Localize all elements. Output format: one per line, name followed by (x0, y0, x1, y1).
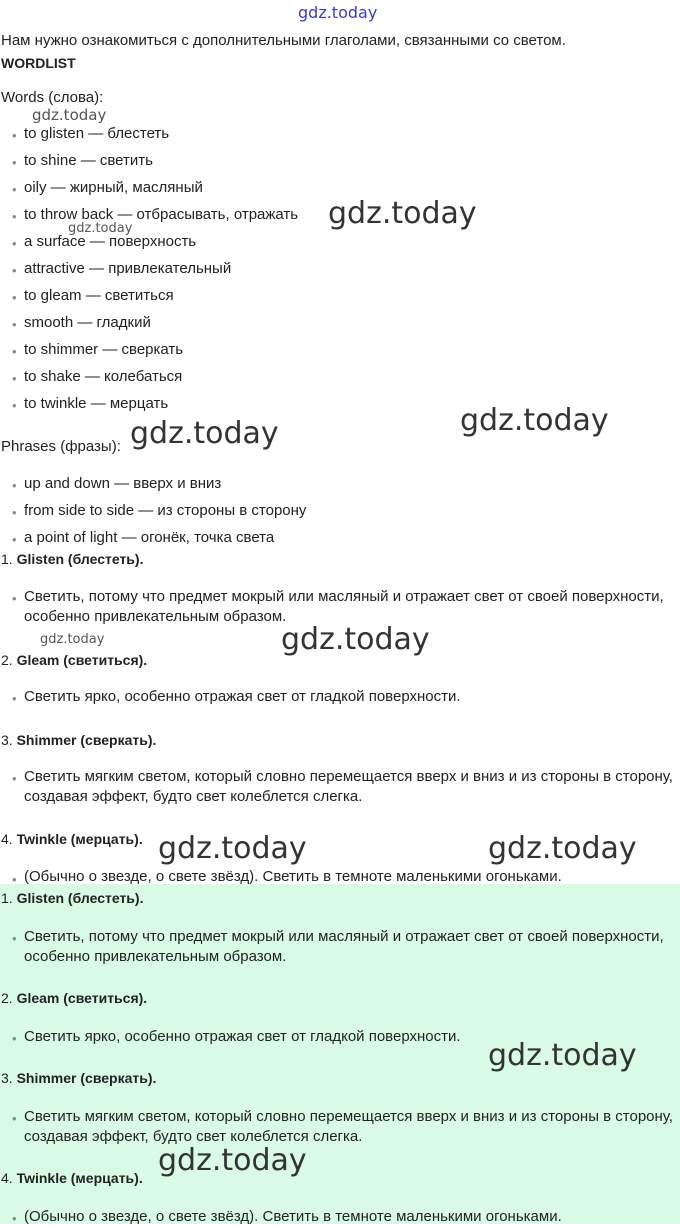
bullet-icon: • (12, 209, 17, 224)
section-text: Светить мягким светом, который словно перемещается вверх и вниз и из стороны в сторону, создавая эффект, будто свет колеблется слегка. (24, 768, 673, 805)
list-item: attractive — привлекательный (24, 260, 232, 277)
section-text: Светить, потому что предмет мокрый или масляный и отражает свет от своей поверхности, особенно привлекательным образом. (24, 928, 664, 965)
watermark: gdz.today (328, 196, 477, 231)
bullet-icon: • (12, 398, 17, 413)
list-item: up and down — вверх и вниз (24, 475, 222, 492)
bullet-icon: • (12, 344, 17, 359)
wordlist-title: WORDLIST (1, 55, 76, 71)
section-text: (Обычно о звезде, о свете звёзд). Светить в темноте маленькими огоньками. (24, 1208, 562, 1225)
section-heading: 4. Twinkle (мерцать). (1, 831, 143, 847)
section-heading: 2. Gleam (светиться). (1, 990, 148, 1006)
bullet-icon: • (12, 872, 17, 887)
words-label: Words (слова): (1, 89, 104, 106)
bullet-icon: • (12, 290, 17, 305)
list-item: to throw back — отбрасывать, отражать (24, 206, 299, 223)
watermark: gdz.today (460, 403, 609, 438)
watermark: gdz.today (158, 831, 307, 866)
list-item: to shimmer — сверкать (24, 341, 184, 358)
section-text: Светить ярко, особенно отражая свет от гладкой поверхности. (24, 688, 461, 705)
bullet-icon: • (12, 371, 17, 386)
watermark: gdz.today (68, 221, 133, 236)
list-item: to twinkle — мерцать (24, 395, 169, 412)
bullet-icon: • (12, 1111, 17, 1126)
bullet-icon: • (12, 317, 17, 332)
section-heading: 1. Glisten (блестеть). (1, 551, 144, 567)
section-heading: 3. Shimmer (сверкать). (1, 732, 157, 748)
intro-text: Нам нужно ознакомиться с дополнительными глаголами, связанными со светом. (1, 32, 566, 49)
bullet-icon: • (12, 771, 17, 786)
bullet-icon: • (12, 128, 17, 143)
section-heading: 2. Gleam (светиться). (1, 652, 148, 668)
watermark: gdz.today (158, 1143, 307, 1178)
list-item: to gleam — светиться (24, 287, 174, 304)
section-text: Светить ярко, особенно отражая свет от гладкой поверхности. (24, 1028, 461, 1045)
section-text: Светить мягким светом, который словно перемещается вверх и вниз и из стороны в сторону, создавая эффект, будто свет колеблется слегка. (24, 1108, 673, 1145)
section-text: Светить, потому что предмет мокрый или масляный и отражает свет от своей поверхности, особенно привлекательным образом. (24, 588, 664, 625)
bullet-icon: • (12, 1211, 17, 1226)
list-item: a point of light — огонёк, точка света (24, 529, 275, 546)
list-item: to glisten — блестеть (24, 125, 170, 142)
bullet-icon: • (12, 155, 17, 170)
list-item: oily — жирный, масляный (24, 179, 203, 196)
bullet-icon: • (12, 236, 17, 251)
bullet-icon: • (12, 532, 17, 547)
watermark: gdz.today (130, 416, 279, 451)
watermark: gdz.today (488, 1038, 637, 1073)
bullet-icon: • (12, 1031, 17, 1046)
section-text: (Обычно о звезде, о свете звёзд). Светить в темноте маленькими огоньками. (24, 868, 562, 885)
list-item: smooth — гладкий (24, 314, 151, 331)
watermark: gdz.today (40, 632, 105, 647)
watermark-top: gdz.today (298, 3, 378, 22)
list-item: a surface — поверхность (24, 233, 197, 250)
bullet-icon: • (12, 263, 17, 278)
list-item: to shake — колебаться (24, 368, 183, 385)
bullet-icon: • (12, 591, 17, 606)
section-heading: 1. Glisten (блестеть). (1, 890, 144, 906)
phrases-label: Phrases (фразы): (1, 438, 121, 455)
watermark: gdz.today (488, 831, 637, 866)
list-item: to shine — светить (24, 152, 153, 169)
watermark: gdz.today (32, 106, 107, 124)
watermark: gdz.today (281, 622, 430, 657)
bullet-icon: • (12, 505, 17, 520)
section-heading: 3. Shimmer (сверкать). (1, 1070, 157, 1086)
bullet-icon: • (12, 478, 17, 493)
bullet-icon: • (12, 691, 17, 706)
section-heading: 4. Twinkle (мерцать). (1, 1170, 143, 1186)
list-item: from side to side — из стороны в сторону (24, 502, 307, 519)
bullet-icon: • (12, 182, 17, 197)
bullet-icon: • (12, 931, 17, 946)
